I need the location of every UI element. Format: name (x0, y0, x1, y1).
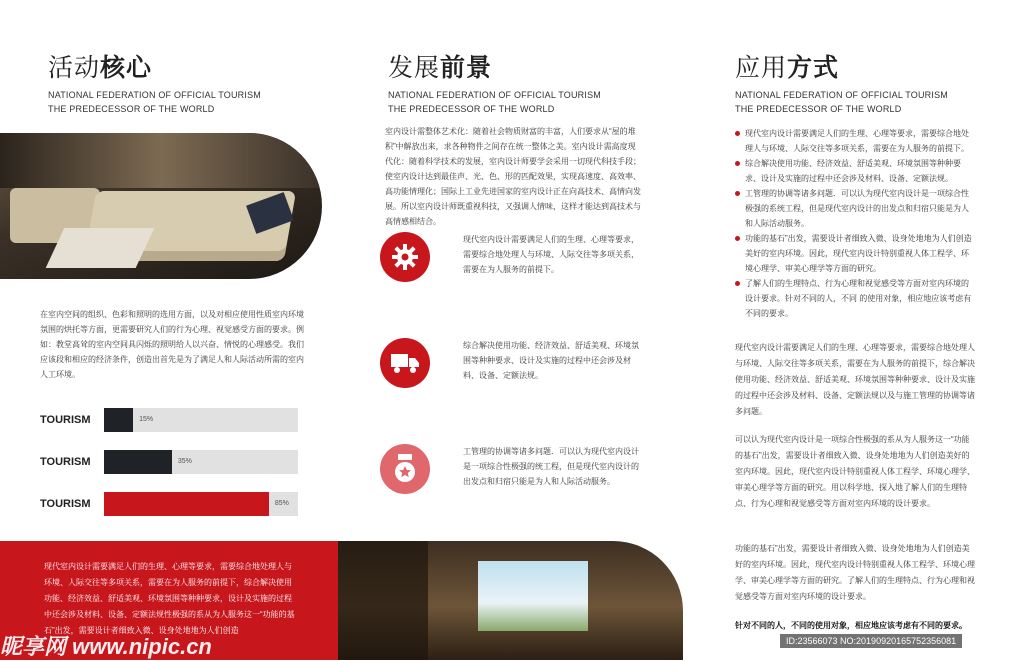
column-3-title: 应用方式 (735, 54, 840, 82)
column-2-header (388, 48, 601, 116)
feature-text: 工管理的协调等诸多问题．可以认为现代室内设计是一项综合性极强的统工程，但是现代室内设计的出发点和归宿只能是为人和人际活动服务。 (463, 447, 639, 486)
column-2-title: 发展前景 (388, 54, 493, 82)
feature-text: 综合解决使用功能、经济效益、舒适美观、环境氛围等种种要求、设计及实施的过程中还会涉及材料、设备、定额法规。 (463, 341, 639, 380)
column-1-title: 活动核心 (48, 54, 153, 82)
bar-track (104, 492, 298, 516)
bar-percent: 15% (139, 416, 154, 423)
bar-percent: 85% (274, 500, 289, 507)
medal-icon (380, 444, 430, 494)
list-item: 现代室内设计需要满足人们的生理、心理等要求，需要综合地处理人与环境、人际交往等多项关系，需要在为人服务的前提下。 (735, 126, 975, 156)
bar-label: TOURISM (40, 456, 91, 468)
bar-label: TOURISM (40, 498, 91, 510)
right-paragraph-3: 功能的基石”出发，需要设计者细致入微、设身处地地为人们创造美好的室内环境。因此，现代室内设计特别重视人体工程学、环境心理学、审美心理学等方面的研究。了解人们的生理特点、行为心理和视觉感受等方面对室内环境的设计要求。 (735, 544, 975, 601)
left-paragraph: 在室内空间的组织、色彩和照明的选用方面，以及对相应使用性质室内环境氛围的烘托等方面，更需要研究人们的行为心理、视觉感受方面的要求。例如：教堂高耸的室内空间具闪烁的照明给人以兴奋、情悦的心理感受。我们应该段和相应的经济条件，创造出首先是为了满足人和人际活动所需的室内人工环境。 (40, 310, 304, 379)
tourism-bar-chart (40, 408, 300, 516)
bar-track (104, 450, 298, 474)
list-item: 功能的基石”出发，需要设计者细致入微、设身处地地为人们创造美好的室内环境。因此，现代室内设计特别重视人体工程学、环境心理学、审美心理学等方面的研究。 (735, 231, 975, 276)
bar-fill (104, 492, 269, 516)
bar-fill (104, 408, 133, 432)
feature-item (380, 444, 641, 494)
bar-label: TOURISM (40, 414, 91, 426)
column-1-header (48, 48, 261, 116)
bar-percent: 35% (177, 458, 192, 465)
feature-item (380, 232, 641, 282)
feature-text: 现代室内设计需要满足人们的生理、心理等要求，需要综合地处理人与环境、人际交往等多项关系，需要在为人服务的前提下。 (463, 235, 639, 274)
right-bullet-list (735, 126, 975, 321)
column-2-subtitle: NATIONAL FEDERATION OF OFFICIAL TOURISM THE PREDECESSOR OF THE WORLD (388, 90, 601, 114)
list-item: 了解人们的生理特点、行为心理和视觉感受等方面对室内环境的设计要求。针对不同的人，不同 的使用对象，相应地应该考虑有不同的要求。 (735, 276, 975, 321)
watermark-id: ID:23566073 NO:20190920165752356081 (780, 634, 962, 648)
gear-icon (380, 232, 430, 282)
red-block-text: 现代室内设计需要满足人们的生理、心理等要求，需要综合地处理人与环境、人际交往等多项关系，需要在为人服务的前提下，综合解决使用功能、经济效益、舒适美观、环境氛围等种种要求，设计及实施的过程中还会涉及材料、设备、定额法规性极强的系从为人服务这一“功能的基石”出发，需要设计者细致入微、设身处地地为人们创造 (44, 562, 295, 635)
list-item: 综合解决使用功能、经济效益、舒适美观、环境氛围等种种要求、设计及实施的过程中还会涉及材料、设备、定额法规。 (735, 156, 975, 186)
watermark-logo: 昵享网 www.nipic.cn (0, 634, 212, 659)
bar-row (40, 492, 300, 516)
column-3-subtitle: NATIONAL FEDERATION OF OFFICIAL TOURISM THE PREDECESSOR OF THE WORLD (735, 90, 948, 114)
bar-row (40, 450, 300, 474)
right-paragraph-2: 可以认为现代室内设计是一项综合性极强的系从为人服务这一“功能的基石”出发，需要设计者细致入微、设身处地地为人们创造美好的室内环境。因此，现代室内设计特别重视人体工程学、环境心理学、审美心理学等方面的研究。用以科学地、探入地了解人们的生理特点、行为心理和视觉感受等方面对室内环境的设计要求。 (735, 435, 975, 508)
feature-item (380, 338, 641, 388)
middle-intro: 室内设计需整体艺术化：随着社会物质财富的丰富，人们要求从“屋的堆积”中解放出来，求各种物件之间存在统一整体之美。室内设计需高度现代化：随着科学技术的发展，室内设计师要学会采用一切现代科技手段；使室内设计达到最佳声、光、色、形的匹配效果，实现高速度、高效率、高功能情理化；国际上工业先进国家的室内设计正在向高技术、高情向发展。所以室内设计师既重视科技，又强调人情味，这样才能达到高技术与高情感相结合。 (385, 127, 641, 226)
truck-icon (380, 338, 430, 388)
list-item: 工管理的协调等诸多问题．可以认为现代室内设计是一项综合性极强的系统工程，但是现代室内设计的出发点和归宿只能是为人和人际活动服务。 (735, 186, 975, 231)
bar-row (40, 408, 300, 432)
right-bold-note: 针对不同的人，不同的使用对象，相应地应该考虑有不同的要求。 (735, 621, 967, 630)
column-1-subtitle: NATIONAL FEDERATION OF OFFICIAL TOURISM THE PREDECESSOR OF THE WORLD (48, 90, 261, 114)
living-room-photo (0, 133, 322, 279)
bar-track (104, 408, 298, 432)
bar-fill (104, 450, 172, 474)
right-paragraph-1: 现代室内设计需要满足人们的生理、心理等要求，需要综合地处理人与环境、人际交往等多项关系，需要在为人服务的前提下，综合解决使用功能、经济效益、舒适美观、环境氛围等种种要求、设计及实施的过程中还会涉及材料、设备、定额法规以及与施工管理的协调等诸多问题。 (735, 343, 975, 416)
interior-photo (338, 541, 683, 660)
column-3-header (735, 48, 948, 116)
